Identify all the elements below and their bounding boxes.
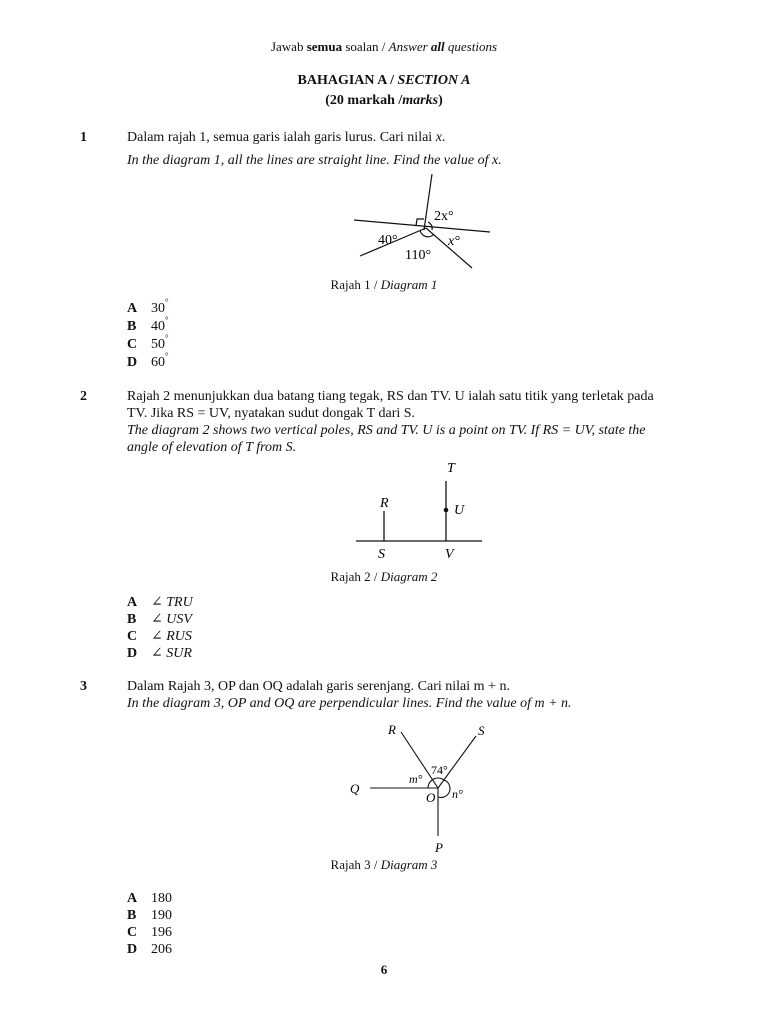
diagram-3 <box>340 718 505 856</box>
question-number: 1 <box>80 130 87 145</box>
option-value: ∠ SUR <box>151 646 192 661</box>
page-number: 6 <box>380 962 388 977</box>
question-text-en-2: angle of elevation of T from S. <box>127 440 297 455</box>
section-marks <box>0 93 768 109</box>
label-r: R <box>380 496 389 511</box>
option-letter: A <box>127 301 138 316</box>
question-text-en-1: The diagram 2 shows two vertical poles, RS and TV. U is a point on TV. If RS = UV, state the <box>127 423 646 438</box>
label-o: O <box>426 790 436 805</box>
question-number: 3 <box>80 679 87 694</box>
label-m: m° <box>409 772 423 786</box>
option-letter: D <box>127 942 138 957</box>
degree-symbol: ° <box>165 297 169 307</box>
option-a[interactable] <box>127 594 193 611</box>
option-letter: B <box>127 908 137 923</box>
caption-2-en: Diagram 2 <box>380 569 438 584</box>
option-c[interactable] <box>127 628 192 645</box>
section-title-ms: BAHAGIAN A / <box>297 73 394 88</box>
question-text-en: In the diagram 1, all the lines are straight line. Find the value of x. <box>127 153 502 168</box>
question-text-ms <box>127 130 445 146</box>
option-b[interactable] <box>127 611 192 628</box>
option-letter: A <box>127 891 138 906</box>
option-value: 180 <box>151 891 172 906</box>
question-number: 2 <box>80 389 87 404</box>
option-c[interactable] <box>127 925 172 941</box>
instruction-en-end: questions <box>447 39 498 54</box>
option-letter: B <box>127 612 137 627</box>
option-letter: D <box>127 355 138 370</box>
option-value: 60 <box>151 355 165 370</box>
caption-2-ms: Rajah 2 / <box>330 569 378 584</box>
arc-n <box>438 780 450 798</box>
option-a[interactable] <box>127 297 169 317</box>
option-value: ∠ TRU <box>151 595 193 610</box>
option-letter: C <box>127 337 138 352</box>
label-t: T <box>447 461 455 476</box>
label-s: S <box>478 723 485 738</box>
option-b[interactable] <box>127 315 169 335</box>
question-text-en: In the diagram 3, OP and OQ are perpendicular lines. Find the value of m + n. <box>127 696 572 711</box>
option-value: 196 <box>151 925 172 940</box>
caption-3-en: Diagram 3 <box>380 857 438 872</box>
instruction-en: Answer <box>388 39 428 54</box>
section-title <box>0 73 768 89</box>
arc-m <box>428 780 432 788</box>
question-text-ms: Dalam Rajah 3, OP dan OQ adalah garis serenjang. Cari nilai m + n. <box>127 679 510 694</box>
line-top <box>424 174 432 230</box>
q1-text-ms: Dalam rajah 1, semua garis ialah garis lurus. Cari nilai <box>127 130 433 145</box>
option-d[interactable] <box>127 942 172 958</box>
question-text-ms-2: TV. Jika RS = UV, nyatakan sudut dongak T dari S. <box>127 406 416 421</box>
option-a[interactable] <box>127 891 172 907</box>
caption-3 <box>0 857 768 873</box>
caption-1 <box>0 277 768 293</box>
option-d[interactable] <box>127 351 169 371</box>
label-n: n° <box>452 787 463 801</box>
option-value: 30 <box>151 301 165 316</box>
option-c[interactable] <box>127 333 169 353</box>
question-text-ms-1: Rajah 2 menunjukkan dua batang tiang tegak, RS dan TV. U ialah satu titik yang terletak pada <box>127 389 654 404</box>
label-74: 74° <box>431 763 448 777</box>
label-q: Q <box>350 781 360 796</box>
label-p: P <box>435 840 443 855</box>
option-b[interactable] <box>127 908 172 924</box>
arc-74 <box>432 778 444 780</box>
instruction-ms-bold: semua <box>306 39 343 54</box>
instruction-en-bold: all <box>430 39 445 54</box>
label-r: R <box>388 722 396 737</box>
option-value: 190 <box>151 908 172 923</box>
label-v: V <box>445 547 454 562</box>
option-value: ∠ RUS <box>151 629 192 644</box>
option-letter: C <box>127 629 138 644</box>
marks-en: marks <box>402 93 439 108</box>
degree-symbol: ° <box>165 333 169 343</box>
instruction-line <box>0 39 768 55</box>
caption-1-en: Diagram 1 <box>380 277 438 292</box>
option-value: ∠ USV <box>151 612 192 627</box>
label-110: 110° <box>405 248 432 263</box>
caption-1-ms: Rajah 1 / <box>330 277 378 292</box>
label-2x: 2x° <box>434 209 454 224</box>
option-value: 206 <box>151 942 172 957</box>
option-value: 50 <box>151 337 165 352</box>
option-letter: A <box>127 595 138 610</box>
degree-symbol: ° <box>165 351 169 361</box>
point-u <box>444 508 449 513</box>
marks-open: (20 markah / <box>325 93 403 108</box>
instruction-ms-end: soalan / <box>345 39 386 54</box>
marks-close: ) <box>438 93 443 108</box>
diagram-2 <box>350 455 485 563</box>
option-d[interactable] <box>127 645 192 662</box>
option-letter: D <box>127 646 138 661</box>
option-value: 40 <box>151 319 165 334</box>
option-letter: B <box>127 319 137 334</box>
label-s: S <box>378 547 385 562</box>
caption-2 <box>0 569 768 585</box>
q1-text-end: . <box>441 130 446 145</box>
diagram-1 <box>350 170 495 275</box>
q1-variable: x <box>435 130 442 145</box>
caption-3-ms: Rajah 3 / <box>330 857 378 872</box>
degree-symbol: ° <box>165 315 169 325</box>
instruction-ms: Jawab <box>270 39 304 54</box>
label-40: 40° <box>378 233 398 248</box>
right-angle-mark <box>416 219 424 226</box>
option-letter: C <box>127 925 138 940</box>
section-title-en: SECTION A <box>397 73 471 88</box>
label-u: U <box>454 503 465 518</box>
label-x: x° <box>448 234 460 249</box>
